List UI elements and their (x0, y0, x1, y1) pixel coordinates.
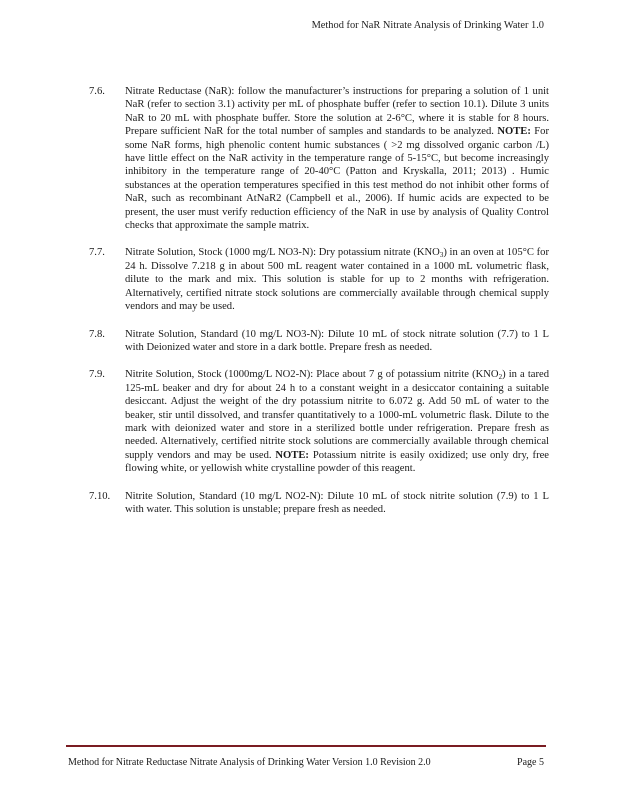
section-body (125, 328, 549, 355)
footer-title: Method for Nitrate Reductase Nitrate Analysis of Drinking Water Version 1.0 Revision 2.0 (68, 757, 431, 768)
page-number: Page 5 (517, 757, 544, 768)
section-body (125, 490, 549, 517)
section-text: Nitrate Solution, Standard (10 mg/L NO3-N): Dilute 10 mL of stock nitrate solution (7.7) to 1 L with Deionized water and store in a dark bottle. Prepare fresh as needed. (125, 328, 549, 353)
section-text: ) in an oven at 105°C for 24 h. Dissolve 7.218 g in about 500 mL reagent water contained in a 1000 mL volumetric flask, dilute to the mark and mix. This solution is stable for up to 2 months with refrigeration. Alternatively, certified nitrate stock solutions are commercially available through chemical supply vendors and may be used. (125, 247, 549, 313)
section-7-8 (89, 328, 549, 355)
section-7-10 (89, 490, 549, 517)
section-number: 7.6. (89, 86, 105, 97)
subscript: 3 (439, 251, 444, 260)
section-number: 7.10. (89, 490, 111, 502)
section-body (125, 246, 549, 313)
section-text: Nitrite Solution, Stock (1000mg/L NO2-N): Place about 7 g of potassium nitrite (KNO (125, 369, 499, 381)
section-7-7 (89, 246, 549, 313)
section-text: For some NaR forms, high phenolic content humic substances ( >2 mg dissolved organic carbon /L) have little effect on the NaR activity in the temperature range of 5-15°C, but become increasingly inhibitory in the temperature range of 20-40°C (Patton and Kryskalla, 2011; 2013) . Humic substances at the operation temperatures specified in this test method do not inhibit other forms of NaR, such as recombinant AtNaR2 (Campbell et al., 2006). If humic acids are expected to be present, the user must verify reduction efficiency of the NaR in use by analysis of Quality Control checks that approximate the sample matrix. (125, 126, 549, 232)
section-7-9 (89, 368, 549, 475)
sections-list (89, 85, 549, 530)
section-text: Nitrate Reductase (NaR): follow the manufacturer’s instructions for preparing a solution of 1 unit NaR (refer to section 3.1) activity per mL of phosphate buffer (refer to section 10.1). Dilute 3 units NaR to 20 mL with phosphate buffer. Store the solution at 2-6°C, where it is stable for 8 hours. Prepare sufficient NaR for the total number of samples and standards to be analyzed. (125, 86, 549, 138)
page-footer (68, 757, 544, 768)
section-body (125, 368, 549, 475)
section-number: 7.8. (89, 328, 105, 340)
footer-divider (66, 745, 546, 747)
subscript: 2 (498, 373, 503, 382)
note-label: NOTE: (275, 449, 309, 461)
section-body (125, 85, 549, 232)
section-7-6 (89, 85, 549, 232)
section-text: Potassium nitrite is easily oxidized; use only dry, free flowing white, or yellowish white crystalline powder of this reagent. (125, 449, 550, 475)
section-text: Nitrite Solution, Standard (10 mg/L NO2-N): Dilute 10 mL of stock nitrite solution (7.9) to 1 L with water. This solution is unstable; prepare fresh as needed. (125, 490, 549, 515)
section-number: 7.9. (89, 369, 105, 381)
section-text: Nitrate Solution, Stock (1000 mg/L NO3-N): Dry potassium nitrate (KNO (125, 247, 440, 259)
section-text: ) in a tared 125-mL beaker and dry for about 24 h to a constant weight in a desiccator containing a suitable desiccant. Adjust the weight of the dry potassium nitrite to 6.072 g. Add 50 mL of water to the beaker, stir until dissolved, and transfer quantitatively to a 1000-mL volumetric flask. Dilute to the mark with deionized water and store in a sterilized bottle under refrigeration. Prepare fresh as needed. Alternatively, certified nitrite stock solutions are commercially available through chemical supply vendors and may be used. (125, 369, 549, 461)
running-header: Method for NaR Nitrate Analysis of Drinking Water 1.0 (311, 20, 544, 31)
section-number: 7.7. (89, 247, 105, 259)
note-label: NOTE: (497, 126, 531, 138)
